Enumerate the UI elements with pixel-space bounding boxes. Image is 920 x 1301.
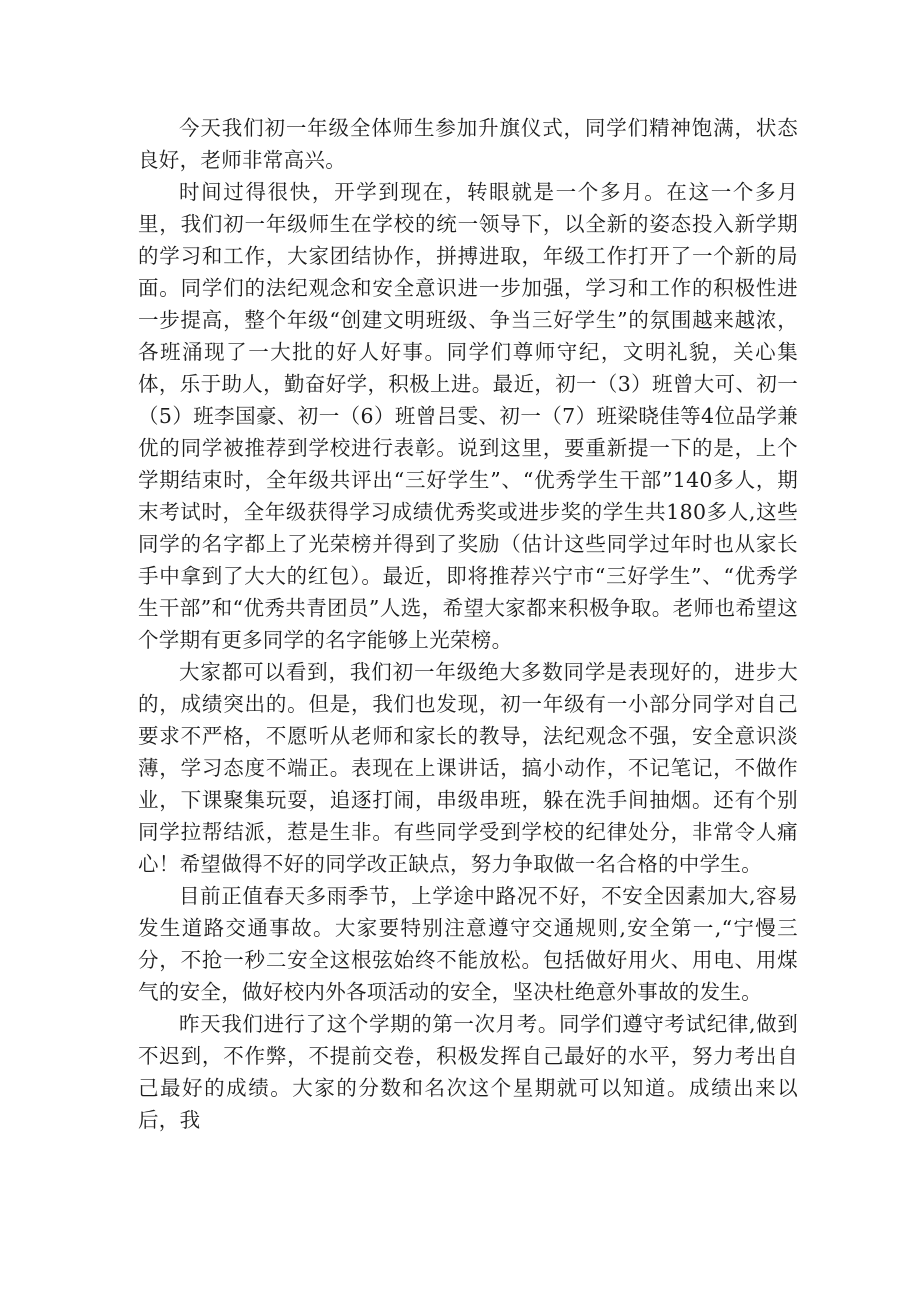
paragraph-semester-progress: 时间过得很快，开学到现在，转眼就是一个多月。在这一个多月里，我们初一年级师生在学校的统一领导下，以全新的姿态投入新学期的学习和工作，大家团结协作，拼搏进取，年级工作打开了一个新的局面。同学们的法纪观念和安全意识进一步加强，学习和工作的积极性进一步提高，整个年级“创建文明班级、争当三好学生”的氛围越来越浓，各班涌现了一大批的好人好事。同学们尊师守纪，文明礼貌，关心集体，乐于助人，勤奋好学，积极上进。最近，初一（3）班曾大可、初一（5）班李国豪、初一（6）班曾吕雯、初一（7）班梁晓佳等4位品学兼优的同学被推荐到学校进行表彰。说到这里，要重新提一下的是，上个学期结束时，全年级共评出“三好学生”、“优秀学生干部”140多人，期末考试时，全年级获得学习成绩优秀奖或进步奖的学生共180多人,这些同学的名字都上了光荣榜并得到了奖励（估计这些同学过年时也从家长手中拿到了大大的红包）。最近，即将推荐兴宁市“三好学生”、“优秀学生干部”和“优秀共青团员”人选，希望大家都来积极争取。老师也希望这个学期有更多同学的名字能够上光荣榜。 [138,180,798,652]
paragraph-monthly-exam: 昨天我们进行了这个学期的第一次月考。同学们遵守考试纪律,做到不迟到，不作弊，不提前交卷，积极发挥自己最好的水平，努力考出自己最好的成绩。大家的分数和名次这个星期就可以知道。成绩出来以后，我 [138,1012,798,1132]
paragraph-student-problems: 大家都可以看到，我们初一年级绝大多数同学是表现好的，进步大的，成绩突出的。但是，我们也发现，初一年级有一小部分同学对自己要求不严格，不愿听从老师和家长的教导，法纪观念不强，安全意识淡薄，学习态度不端正。表现在上课讲话，搞小动作，不记笔记，不做作业，下课聚集玩耍，追逐打闹，串级串班，躲在洗手间抽烟。还有个别同学拉帮结派，惹是生非。有些同学受到学校的纪律处分，非常令人痛心！希望做得不好的同学改正缺点，努力争取做一名合格的中学生。 [138,660,798,876]
paragraph-traffic-safety: 目前正值春天多雨季节，上学途中路况不好，不安全因素加大,容易发生道路交通事故。大家要特别注意遵守交通规则,安全第一,“宁慢三分，不抢一秒二安全这根弦始终不能放松。包括做好用火、用电、用煤气的安全，做好校内外各项活动的安全，坚决杜绝意外事故的发生。 [138,884,798,1004]
paragraph-flag-ceremony: 今天我们初一年级全体师生参加升旗仪式，同学们精神饱满，状态良好，老师非常高兴。 [138,116,798,172]
document-body [138,112,798,1136]
